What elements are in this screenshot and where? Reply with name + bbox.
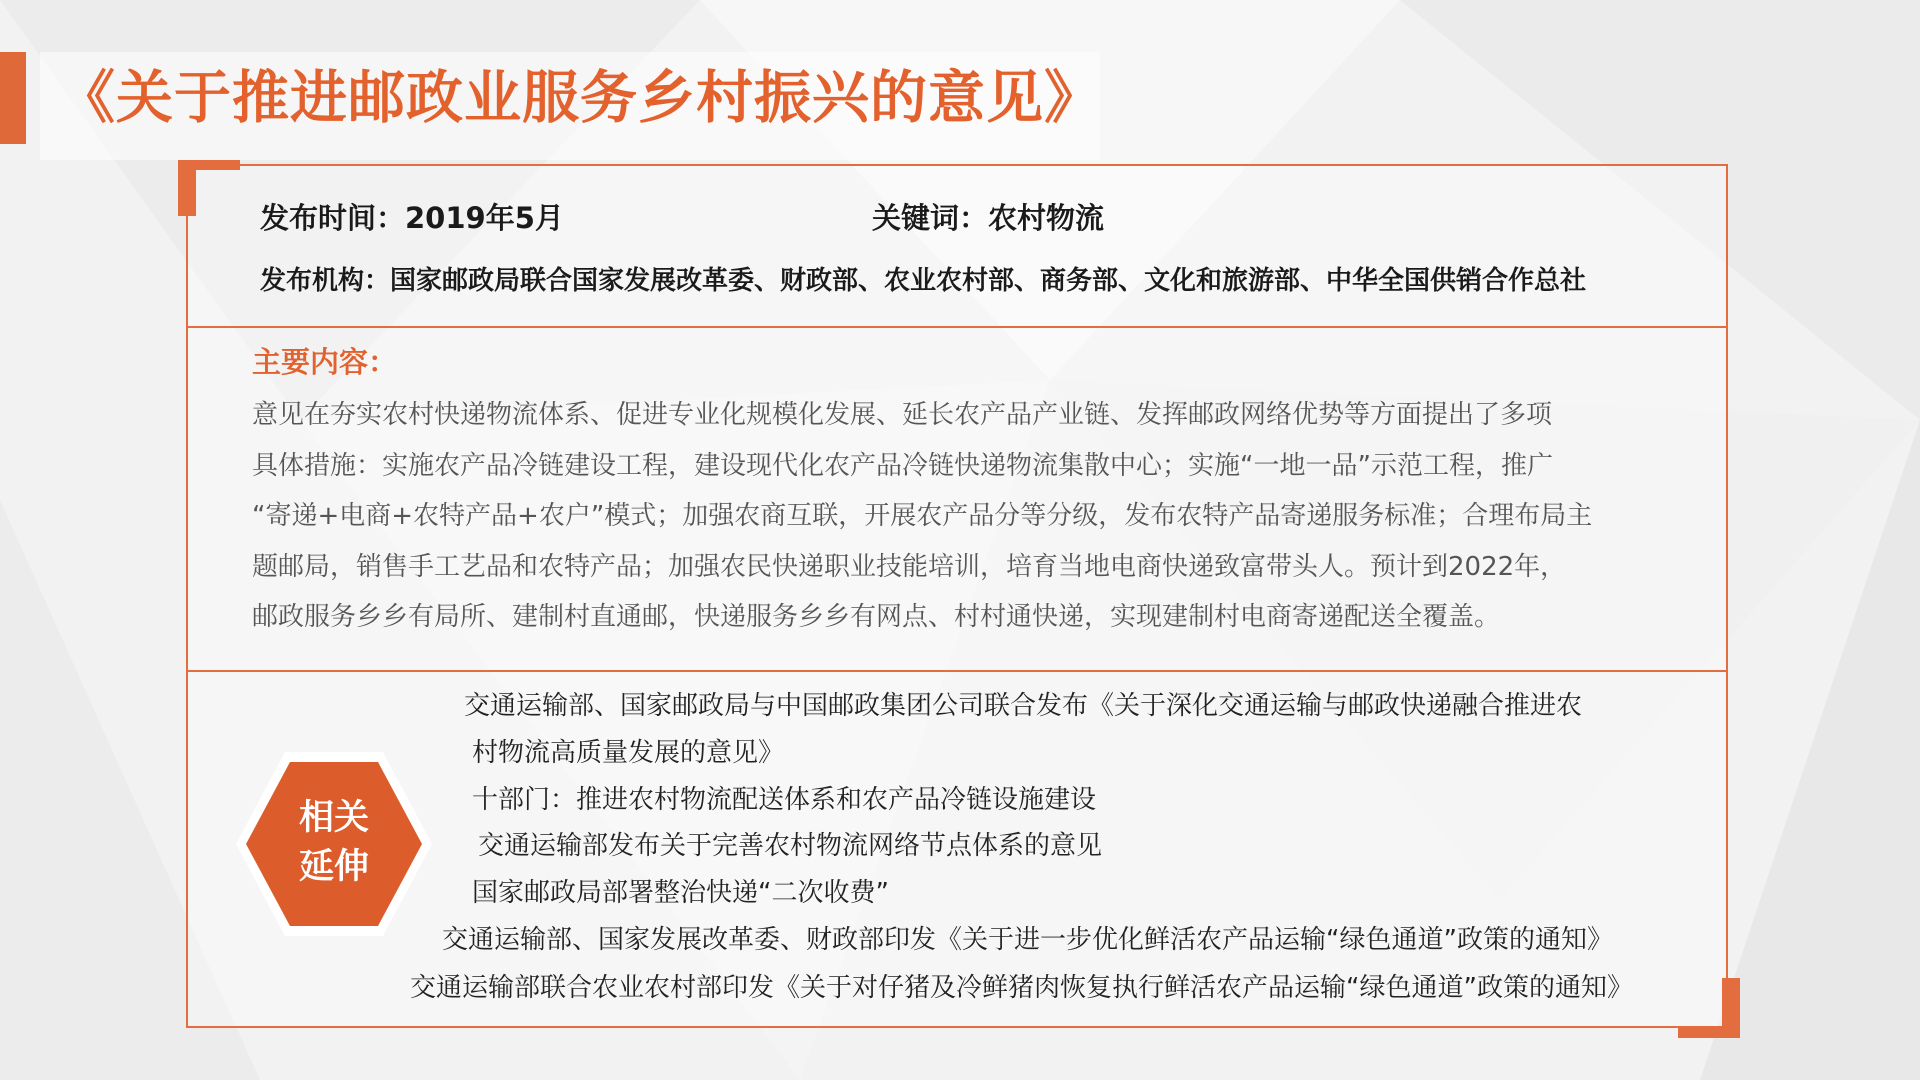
content-line: 具体措施：实施农产品冷链建设工程，建设现代化农产品冷链快递物流集散中心；实施“一地一品”示范工程，推广 bbox=[252, 450, 1553, 481]
related-badge-label bbox=[236, 794, 432, 892]
title-accent-bar bbox=[0, 52, 26, 144]
page-title: 《关于推进邮政业服务乡村振兴的意见》 bbox=[58, 64, 1102, 131]
badge-line-1: 相关 bbox=[298, 798, 369, 838]
content-line: 题邮局，销售手工艺品和农特产品；加强农民快递职业技能培训，培育当地电商快递致富带头人。预计到2022年， bbox=[252, 551, 1567, 582]
main-content-paragraph bbox=[252, 390, 1692, 643]
corner-accent-top-left-vertical bbox=[178, 160, 196, 216]
content-line: 邮政服务乡乡有局所、建制村直通邮，快递服务乡乡有网点、村村通快递，实现建制村电商寄递配送全覆盖。 bbox=[252, 602, 1501, 632]
related-item: 国家邮政局部署整治快递“二次收费” bbox=[472, 878, 889, 908]
content-line: 意见在夯实农村快递物流体系、促进专业化规模化发展、延长农产品产业链、发挥邮政网络优势等方面提出了多项 bbox=[252, 400, 1553, 430]
related-item: 村物流高质量发展的意见》 bbox=[472, 738, 785, 768]
related-item: 交通运输部、国家邮政局与中国邮政集团公司联合发布《关于深化交通运输与邮政快递融合推进农 bbox=[464, 691, 1583, 721]
related-item: 十部门：推进农村物流配送体系和农产品冷链设施建设 bbox=[472, 785, 1097, 815]
publish-time: 发布时间：2019年5月 bbox=[260, 201, 564, 235]
divider-content bbox=[186, 670, 1728, 672]
related-item: 交通运输部发布关于完善农村物流网络节点体系的意见 bbox=[478, 831, 1103, 861]
related-item: 交通运输部、国家发展改革委、财政部印发《关于进一步优化鲜活农产品运输“绿色通道”政策的通知》 bbox=[442, 925, 1613, 955]
related-item: 交通运输部联合农业农村部印发《关于对仔猪及冷鲜猪肉恢复执行鲜活农产品运输“绿色通道”政策的通知》 bbox=[410, 973, 1633, 1003]
keywords: 关键词：农村物流 bbox=[872, 201, 1105, 235]
related-badge bbox=[236, 752, 432, 936]
divider-meta bbox=[186, 326, 1728, 328]
publisher: 发布机构：国家邮政局联合国家发展改革委、财政部、农业农村部、商务部、文化和旅游部、中华全国供销合作总社 bbox=[260, 266, 1587, 296]
corner-accent-bottom-right-vertical bbox=[1722, 978, 1740, 1038]
badge-line-2: 延伸 bbox=[298, 847, 369, 887]
content-line: “寄递+电商+农特产品+农户”模式；加强农商互联，开展农产品分等分级，发布农特产品寄递服务标准；合理布局主 bbox=[252, 501, 1593, 531]
main-content-heading: 主要内容： bbox=[252, 345, 398, 379]
